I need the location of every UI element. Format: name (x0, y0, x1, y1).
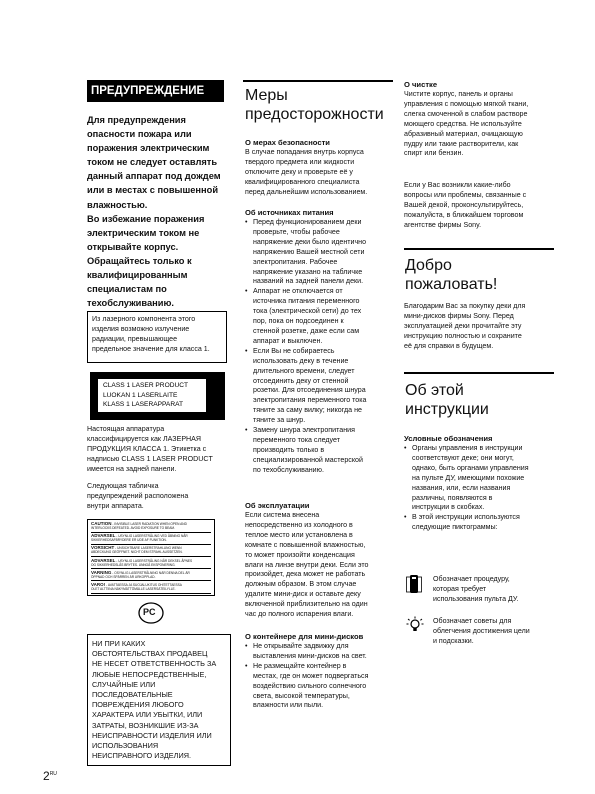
cleaning-heading: О чистке (404, 80, 438, 89)
laser-radiation-box (87, 311, 227, 363)
page-number (43, 767, 57, 783)
questions-text-line: вопросы или проблемы, связанные с (404, 190, 527, 199)
conventions-item-line: различны, появляются в (412, 493, 493, 502)
operation-text-line: час до полного испарения влаги. (245, 610, 354, 619)
caution-row-title: CAUTION (91, 521, 112, 526)
tip-note-line: Обозначает советы для (433, 617, 512, 625)
precautions-title (245, 86, 395, 124)
caution-row-title: ADVARSEL (91, 557, 116, 563)
cleaning-text-line: слегка смоченной в слабом растворе (404, 109, 528, 118)
page-number-value: 2 (43, 769, 50, 783)
caution-row-text: OLET ALTTIINA NÄKYMÄTTÖMÄLLE LASERSÄTEILYLLE. (91, 587, 176, 592)
warning-line: данный аппарат под дождем (87, 171, 221, 182)
remote-control-icon (406, 574, 422, 594)
about-title-line: Об этой (405, 382, 464, 399)
questions-text-line: пожалуйста, в ближайшем торговом (404, 210, 524, 219)
caution-row-text: - USYNLIG LASERSTRÅLING NÅR DEKSEL ÅPNES (115, 558, 193, 563)
caution-row-title: ADVARSEL (91, 533, 116, 539)
operation-text-line: комнате с повышенной влажностью, (245, 540, 366, 549)
caution-row-title: VARO! (91, 581, 106, 587)
disclaimer-line: ПОСЛЕДОВАТЕЛЬНЫЕ (92, 690, 173, 700)
container-item-line: • Не размещайте контейнер в (253, 661, 347, 670)
laser-class-label (90, 372, 225, 420)
disclaimer-line: ПОВРЕЖДЕНИЯ ЛЮБОГО (92, 700, 184, 710)
power-item-line: розетки. Для отсоединения шнура (253, 386, 366, 395)
conventions-section (404, 434, 554, 533)
container-item-line: воздействию сильного солнечного (253, 681, 367, 690)
disclaimer-line: НИ ПРИ КАКИХ (92, 639, 146, 648)
warning-text (87, 113, 237, 310)
operation-text-line: удалите мини-диск и оставьте деку (245, 590, 361, 599)
power-item-line: напряжению Вашей местной сети (253, 247, 365, 256)
class-text (87, 425, 237, 475)
power-item-line: производить только в (253, 445, 325, 454)
operation-text-line: включенной приблизительно на один (245, 600, 368, 609)
safety-text-line: В случае попадания внутрь корпуса (245, 148, 364, 156)
warning-line: Обращайтесь только к (87, 255, 192, 266)
operation-text-line: непосредственно из холодного в (245, 520, 353, 529)
lightbulb-icon (406, 616, 424, 634)
cleaning-text-line: пудру или такие растворители, как (404, 139, 519, 148)
remote-note-line: Обозначает процедуру, (433, 575, 510, 583)
about-title (405, 381, 555, 419)
cleaning-text-line: спирт или бензин. (404, 149, 464, 158)
safety-heading: О мерах безопасности (245, 138, 330, 147)
power-item-line: напряжение деки было идентично (253, 237, 367, 246)
welcome-text-line: её для справки в будущем. (404, 341, 494, 350)
power-item-line: переменного тока следует (253, 435, 340, 444)
container-section (245, 632, 395, 711)
caution-row (91, 546, 211, 557)
container-item-line: • Не открывайте задвижку для (253, 642, 349, 650)
welcome-text-line: Благодарим Вас за покупку деки для (404, 302, 526, 310)
power-item (245, 287, 395, 346)
container-item (245, 662, 395, 712)
welcome-text-line: эксплуатацией деки прочитайте эту (404, 321, 522, 330)
caution-row-title: VARNING (91, 569, 112, 575)
caution-row-text: - UNSICHTBARE LASERSTRAHLUNG WENN (114, 546, 182, 551)
power-item-line: отсоединить деку от стенной (253, 376, 349, 385)
container-item-line: выставления мини-дисков на свет. (253, 651, 367, 660)
conventions-item-line: следующие пиктограммы: (412, 523, 498, 532)
disclaimer-line: НЕИСПРАВНОСТИ ИЗДЕЛИЯ ИЛИ (92, 730, 212, 740)
table-text-line: предупреждений расположена (87, 491, 189, 500)
warning-line: Во избежание поражения (87, 213, 205, 224)
operation-text-line: произойдет, дека может не работать (245, 570, 366, 579)
about-rule (404, 372, 554, 374)
disclaimer-line: НЕИСПРАВНОГО ИЗДЕЛИЯ. (92, 751, 191, 761)
questions-text (404, 181, 554, 231)
power-item-line: тяните за саму вилку; никогда не (253, 406, 362, 415)
caution-row-text: OG SIKKERHEDSLÅS BRYTES. UNNGÅ EKSPONERING. (91, 562, 176, 567)
power-item-line: электропитания переменного тока (253, 396, 367, 405)
disclaimer-line: ХАРАКТЕРА ИЛИ УБЫТКИ, ИЛИ (92, 710, 203, 720)
warning-line: поражения электрическим (87, 143, 210, 154)
table-text (87, 482, 237, 512)
laser-box-line: изделия возможно излучение (92, 324, 190, 333)
cleaning-text-line: абразивный материал, очищающую (404, 129, 523, 138)
warning-line: или в местах с повышенной (87, 185, 219, 196)
welcome-text (404, 302, 554, 352)
warning-line: электрическим током не (87, 227, 200, 238)
operation-text-line: должным образом. В этом случае (245, 580, 357, 589)
power-item-line: стенной розетке, даже если сам (253, 326, 360, 335)
warning-line: квалифицированным (87, 270, 188, 281)
caution-row-text: - INVISIBLE LASER RADIATION WHEN OPEN AND (111, 522, 187, 526)
safety-text-line: перед дальнейшим использованием. (245, 187, 368, 196)
cleaning-text-line: управления с помощью мягкой ткани, (404, 99, 529, 108)
warning-line: открывайте корпус. (87, 241, 179, 252)
power-item-line: электропитания. Рабочее (253, 257, 338, 266)
container-item-line: влажности или пыли. (253, 701, 324, 710)
power-item-line: аппарат и выключен. (253, 336, 323, 345)
power-item-line: длительного времени, следует (253, 366, 355, 375)
power-item-line: специализированной мастерской (253, 455, 363, 464)
operation-text-line: Если система внесена (245, 511, 320, 519)
class-text-line: надписью CLASS 1 LASER PRODUCT (87, 454, 213, 463)
disclaimer-line: ЗАТРАТЫ, ВОЗНИКШИЕ ИЗ-ЗА (92, 720, 199, 730)
conventions-item-line: на пульте ДУ, имеющими похожие (412, 473, 525, 482)
remote-note-line: которая требует (433, 584, 487, 593)
certification-mark (138, 602, 164, 624)
laser-label-line: LUOKAN 1 LASERLAITE (103, 391, 178, 399)
welcome-rule (404, 248, 554, 250)
precautions-title-line: предосторожности (245, 106, 384, 123)
precautions-title-line: Меры (245, 87, 288, 104)
remote-note-line: использования пульта ДУ. (433, 594, 519, 603)
disclaimer-line: ЛЮБЫЕ НЕПОСРЕДСТВЕННЫЕ, (92, 669, 207, 679)
laser-box-line: радиации, превышающее (92, 334, 178, 343)
caution-row-text: ABDECKUNG GEÖFFNET. NICHT DEM STRAHL AUSSETZEN. (91, 550, 183, 555)
power-item-line: пор, пока он подсоединен к (253, 317, 344, 326)
class-text-line: Настоящая аппаратура (87, 425, 165, 433)
tip-note-line: и подсказки. (433, 636, 474, 645)
laser-label-line: KLASS 1 LASERAPPARAT (103, 401, 184, 409)
power-item-line: напряжение указано на табличке (253, 267, 363, 276)
conventions-item-line: названия, или, если названия (412, 483, 511, 492)
conventions-item-line: • Органы управления в инструкции (412, 444, 523, 452)
table-text-line: внутри аппарата. (87, 501, 144, 510)
container-item-line: местах, где он может подвергаться (253, 671, 369, 680)
laser-label-line: CLASS 1 LASER PRODUCT (103, 382, 189, 389)
laser-box-line: Из лазерного компонента этого (92, 315, 196, 323)
power-item-line: тока (электрической сети) до тех (253, 307, 362, 316)
cleaning-text-line: моющего средства. Не используйте (404, 119, 522, 128)
container-heading: О контейнере для мини-дисков (245, 632, 364, 641)
questions-text-line: Если у Вас возникли какие-либо (404, 181, 511, 189)
warning-line: током не следует оставлять (87, 157, 218, 168)
caution-row (91, 534, 211, 545)
power-item-line: источника питания переменного (253, 297, 360, 306)
caution-row-text: - OSYNLIG LASERSTRÅLNING NÄR DENNA DEL ÄR (111, 570, 190, 575)
cleaning-text-line: Чистите корпус, панель и органы (404, 90, 513, 98)
class-text-line: классифицируется как ЛАЗЕРНАЯ (87, 434, 202, 443)
caution-row-text: - USYNLIG LASERSTRÅLING VED ÅBNING NÅR (115, 534, 188, 539)
power-item-line: проверьте, чтобы рабочее (253, 227, 340, 236)
operation-text-line: то может произойти конденсация (245, 550, 355, 559)
safety-text-line: твердого предмета или жидкости (245, 157, 355, 166)
warning-line: влажностью. (87, 199, 148, 210)
questions-text-line: Вашей декой, проконсультируйтесь, (404, 200, 524, 209)
welcome-title (405, 256, 555, 294)
caution-row-text: - AVATTAESSA JA SUOJALUKITUS OHITETTAESSA (105, 582, 182, 587)
power-section (245, 208, 395, 476)
class-text-line: ПРОДУКЦИЯ КЛАССА 1. Этикетка с (87, 444, 207, 453)
power-item-line: названий на задней панели деки. (253, 277, 364, 286)
caution-row-title: VORSICHT (91, 545, 115, 551)
safety-text-line: квалифицированного специалиста (245, 177, 360, 186)
operation-text-line: теплое место или установлена в (245, 530, 353, 539)
disclaimer-line: НЕ НЕСЕТ ОТВЕТСТВЕННОСТЬ ЗА (92, 659, 217, 669)
class-text-line: имеется на задней панели. (87, 464, 177, 473)
power-item (245, 218, 395, 287)
caution-row-text: INTERLOCKS DEFEATED. AVOID EXPOSURE TO BEAM. (91, 526, 175, 531)
power-item-line: • Аппарат не отключается от (253, 287, 343, 296)
welcome-title-line: пожаловать! (405, 276, 498, 293)
caution-row (91, 583, 211, 594)
caution-row (91, 522, 211, 533)
welcome-text-line: инструкцию полностью и сохраните (404, 331, 522, 340)
power-item-line: по техобслуживанию. (253, 465, 324, 474)
welcome-text-line: мини-дисков фирмы Sony. Перед (404, 311, 514, 320)
operation-heading: Об эксплуатации (245, 501, 310, 510)
warning-heading-bar (87, 80, 224, 102)
cleaning-section (404, 80, 554, 159)
power-item-line: • Перед функционированием деки (253, 218, 362, 226)
warning-heading: ПРЕДУПРЕЖДЕНИЕ (91, 85, 205, 97)
laser-box-line: предельное значение для класса 1. (92, 344, 210, 353)
warning-line: Для предупреждения (87, 115, 186, 125)
questions-text-line: агентстве фирмы Sony. (404, 220, 482, 229)
about-title-line: инструкции (405, 401, 489, 418)
caution-row (91, 559, 211, 570)
certification-mark-text: PC (143, 607, 156, 617)
caution-row-text: ÖPPNAD OCH SPÄRREN ÄR URKOPPLAD. (91, 574, 156, 579)
disclaimer-line: ОБСТОЯТЕЛЬСТВАХ ПРОДАВЕЦ (92, 649, 208, 659)
disclaimer-line: СЛУЧАЙНЫЕ ИЛИ (92, 679, 156, 689)
operation-text-line: влаги на линзе внутри деки. Если это (245, 560, 369, 569)
conventions-item-line: инструкции в скобках. (412, 503, 485, 512)
table-text-line: Следующая табличка (87, 482, 159, 490)
caution-label (87, 519, 215, 596)
safety-section (245, 138, 395, 198)
conventions-item (404, 513, 554, 533)
power-item-line: • Замену шнура электропитания (253, 426, 355, 435)
warning-line: специалистам по (87, 284, 167, 295)
conventions-item-line: соответствуют деке; они могут, (412, 453, 514, 462)
tip-note-line: облегчения достижения цели (433, 626, 530, 635)
caution-row-text: SIKKERHEDSAFBRYDERE ER UDE AF FUNKTION. (91, 538, 167, 543)
power-item (245, 426, 395, 476)
power-item (245, 347, 395, 426)
power-item-line: тяните за шнур. (253, 416, 306, 425)
power-item-line: использовать деку в течение (253, 356, 349, 365)
conventions-heading: Условные обозначения (404, 434, 493, 443)
operation-section (245, 501, 395, 620)
conventions-item (404, 444, 554, 513)
page-language: RU (49, 771, 57, 777)
caution-row (91, 571, 211, 582)
power-heading: Об источниках питания (245, 208, 334, 217)
conventions-item-line: • В этой инструкции используются (412, 513, 520, 522)
warning-line: опасности пожара или (87, 129, 192, 140)
welcome-title-line: Добро (405, 257, 452, 274)
container-item-line: света, высокой температуры, (253, 691, 350, 700)
disclaimer-box (87, 634, 231, 766)
safety-text-line: отключите деку и проверьте её у (245, 167, 353, 176)
warning-line: техобслуживанию. (87, 298, 174, 309)
container-item (245, 642, 395, 662)
power-item-line: • Если Вы не собираетесь (253, 346, 335, 355)
conventions-item-line: однако, быть органами управления (412, 463, 529, 472)
disclaimer-line: ИСПОЛЬЗОВАНИЯ (92, 741, 159, 751)
precautions-rule (243, 80, 393, 82)
